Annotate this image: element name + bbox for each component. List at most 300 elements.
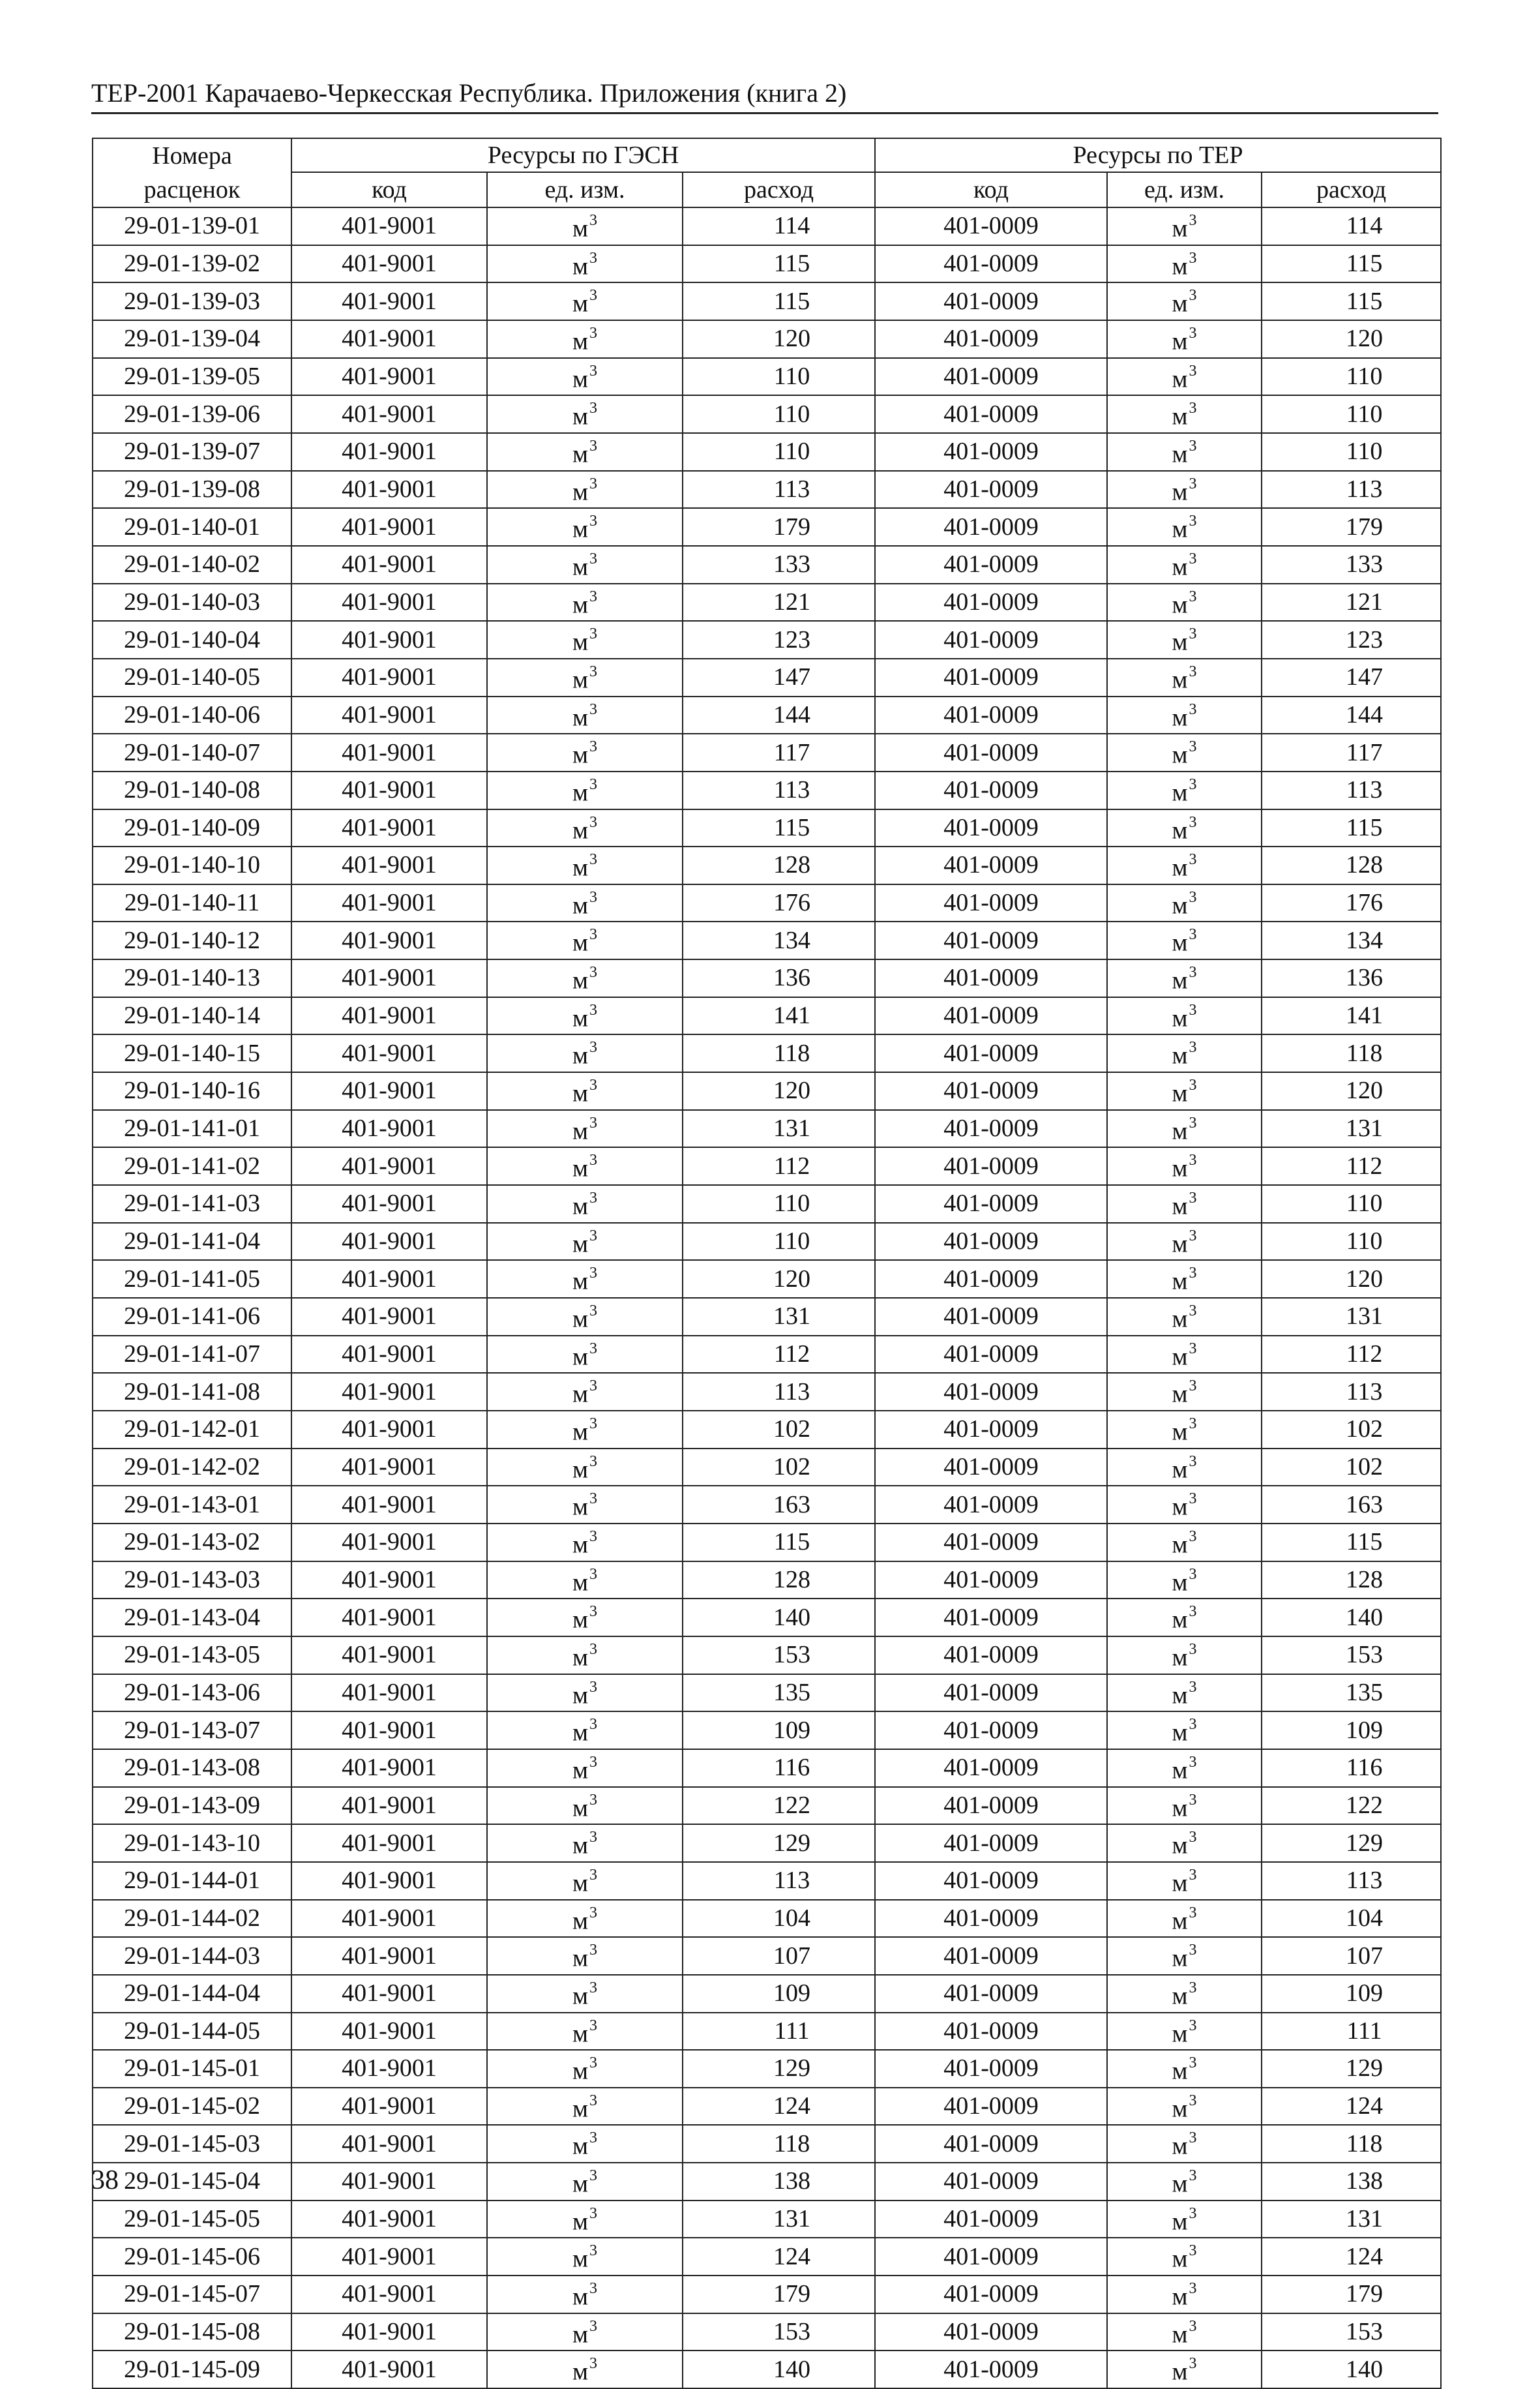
- rate-number-cell: 29-01-141-01: [93, 1110, 291, 1148]
- gesn-unit-cell: [487, 1711, 683, 1749]
- unit-power: 3: [1189, 1603, 1197, 1621]
- unit-base: м: [572, 1456, 589, 1484]
- ter-qty-cell: 117: [1262, 734, 1441, 772]
- unit-power: 3: [1189, 663, 1197, 680]
- ter-unit-cell: [1107, 1449, 1262, 1486]
- ter-code-cell: 401-0009: [875, 1486, 1107, 1524]
- gesn-unit-cell: [487, 282, 683, 320]
- rate-number-cell: 29-01-140-14: [93, 997, 291, 1035]
- table-row: [93, 1298, 1441, 1336]
- gesn-qty-cell: 153: [683, 1636, 875, 1674]
- ter-unit-cell: [1107, 1185, 1262, 1223]
- gesn-qty-cell: 179: [683, 2276, 875, 2313]
- ter-code-cell: 401-0009: [875, 621, 1107, 659]
- unit-power: 3: [589, 2129, 598, 2147]
- ter-code-cell: 401-0009: [875, 1147, 1107, 1185]
- rate-number-cell: 29-01-140-01: [93, 508, 291, 546]
- gesn-qty-cell: 136: [683, 959, 875, 997]
- unit-base: м: [1172, 2170, 1188, 2198]
- rate-number-cell: 29-01-141-05: [93, 1260, 291, 1298]
- ter-unit-cell: [1107, 1072, 1262, 1110]
- gesn-unit-cell: [487, 922, 683, 959]
- ter-code-cell: 401-0009: [875, 2088, 1107, 2126]
- table-row: [93, 734, 1441, 772]
- gesn-code-cell: 401-9001: [291, 1900, 487, 1938]
- gesn-unit-cell: [487, 621, 683, 659]
- unit-base: м: [1172, 1042, 1188, 1070]
- unit-power: 3: [1189, 1001, 1197, 1019]
- ter-code-cell: 401-0009: [875, 2125, 1107, 2163]
- ter-unit-cell: [1107, 847, 1262, 884]
- unit-base: м: [572, 1079, 589, 1107]
- rate-number-cell: 29-01-139-05: [93, 358, 291, 396]
- unit-power: 3: [1189, 324, 1197, 342]
- rate-number-cell: 29-01-142-01: [93, 1411, 291, 1449]
- unit-power: 3: [589, 1527, 598, 1545]
- unit-power: 3: [589, 1340, 598, 1357]
- gesn-code-cell: 401-9001: [291, 922, 487, 959]
- ter-code-cell: 401-0009: [875, 1900, 1107, 1938]
- ter-qty-cell: 116: [1262, 1749, 1441, 1787]
- table-row: [93, 922, 1441, 959]
- unit-base: м: [1172, 402, 1188, 430]
- unit-base: м: [1172, 1418, 1188, 1446]
- unit-base: м: [572, 1644, 589, 1672]
- gesn-unit-cell: [487, 1862, 683, 1900]
- gesn-qty-cell: 135: [683, 1674, 875, 1712]
- ter-unit-cell: [1107, 922, 1262, 959]
- unit-base: м: [1172, 779, 1188, 807]
- rate-number-cell: 29-01-142-02: [93, 1449, 291, 1486]
- rate-number-cell: 29-01-140-06: [93, 697, 291, 734]
- rate-number-cell: 29-01-140-05: [93, 659, 291, 697]
- unit-base: м: [572, 2208, 589, 2236]
- ter-code-cell: 401-0009: [875, 1711, 1107, 1749]
- table-row: [93, 2313, 1441, 2351]
- gesn-code-cell: 401-9001: [291, 621, 487, 659]
- rate-number-cell: 29-01-140-02: [93, 546, 291, 584]
- gesn-code-cell: 401-9001: [291, 546, 487, 584]
- ter-code-cell: 401-0009: [875, 1034, 1107, 1072]
- gesn-code-cell: 401-9001: [291, 1524, 487, 1561]
- unit-base: м: [1172, 1756, 1188, 1784]
- ter-qty-cell: 128: [1262, 1561, 1441, 1599]
- unit-base: м: [572, 1531, 589, 1559]
- ter-qty-cell: 118: [1262, 2125, 1441, 2163]
- unit-power: 3: [589, 2017, 598, 2034]
- unit-power: 3: [589, 1001, 598, 1019]
- unit-power: 3: [1189, 1866, 1197, 1884]
- rate-number-cell: 29-01-140-08: [93, 772, 291, 809]
- ter-unit-cell: [1107, 959, 1262, 997]
- table-row: [93, 1937, 1441, 1975]
- unit-base: м: [572, 779, 589, 807]
- unit-power: 3: [589, 2092, 598, 2109]
- gesn-unit-header: ед. изм.: [487, 172, 683, 207]
- unit-base: м: [572, 1192, 589, 1220]
- unit-power: 3: [1189, 2280, 1197, 2298]
- table-row: [93, 697, 1441, 734]
- gesn-qty-cell: 110: [683, 433, 875, 471]
- table-row: [93, 772, 1441, 809]
- unit-power: 3: [1189, 888, 1197, 906]
- ter-unit-cell: [1107, 508, 1262, 546]
- ter-qty-header: расход: [1262, 172, 1441, 207]
- unit-base: м: [572, 252, 589, 280]
- gesn-unit-cell: [487, 471, 683, 509]
- unit-base: м: [1172, 1644, 1188, 1672]
- gesn-code-cell: 401-9001: [291, 471, 487, 509]
- ter-unit-cell: [1107, 1223, 1262, 1261]
- table-row: [93, 395, 1441, 433]
- ter-qty-cell: 102: [1262, 1449, 1441, 1486]
- gesn-unit-cell: [487, 2313, 683, 2351]
- table-row: [93, 2163, 1441, 2201]
- unit-base: м: [1172, 2358, 1188, 2386]
- gesn-unit-cell: [487, 847, 683, 884]
- unit-base: м: [1172, 967, 1188, 995]
- gesn-qty-cell: 131: [683, 1110, 875, 1148]
- ter-qty-cell: 131: [1262, 1110, 1441, 1148]
- rate-number-cell: 29-01-145-02: [93, 2088, 291, 2126]
- unit-base: м: [1172, 929, 1188, 957]
- gesn-unit-cell: [487, 1072, 683, 1110]
- unit-power: 3: [1189, 249, 1197, 267]
- ter-code-cell: 401-0009: [875, 320, 1107, 358]
- gesn-qty-cell: 109: [683, 1975, 875, 2013]
- ter-unit-cell: [1107, 1336, 1262, 1374]
- ter-unit-cell: [1107, 809, 1262, 847]
- table-head: [93, 138, 1441, 207]
- unit-power: 3: [589, 964, 598, 982]
- unit-base: м: [1172, 2095, 1188, 2123]
- unit-power: 3: [589, 625, 598, 643]
- gesn-code-cell: 401-9001: [291, 809, 487, 847]
- rate-number-cell: 29-01-144-03: [93, 1937, 291, 1975]
- unit-base: м: [572, 440, 589, 468]
- ter-code-cell: 401-0009: [875, 1524, 1107, 1561]
- unit-power: 3: [589, 324, 598, 342]
- ter-qty-cell: 153: [1262, 1636, 1441, 1674]
- unit-power: 3: [589, 1152, 598, 1169]
- unit-base: м: [1172, 1719, 1188, 1747]
- unit-power: 3: [589, 400, 598, 417]
- unit-base: м: [1172, 1907, 1188, 1935]
- unit-base: м: [572, 478, 589, 506]
- gesn-unit-cell: [487, 959, 683, 997]
- ter-qty-cell: 136: [1262, 959, 1441, 997]
- rate-number-cell: 29-01-143-10: [93, 1824, 291, 1862]
- gesn-unit-cell: [487, 395, 683, 433]
- table-row: [93, 1411, 1441, 1449]
- unit-base: м: [572, 1831, 589, 1859]
- gesn-unit-cell: [487, 584, 683, 622]
- rate-number-cell: 29-01-143-01: [93, 1486, 291, 1524]
- unit-base: м: [1172, 1794, 1188, 1822]
- rate-number-cell: 29-01-145-07: [93, 2276, 291, 2313]
- unit-base: м: [572, 553, 589, 581]
- rate-number-cell: 29-01-141-03: [93, 1185, 291, 1223]
- ter-unit-cell: [1107, 884, 1262, 922]
- unit-base: м: [572, 290, 589, 318]
- gesn-qty-cell: 124: [683, 2088, 875, 2126]
- rate-number-cell: 29-01-144-04: [93, 1975, 291, 2013]
- table-row: [93, 1561, 1441, 1599]
- unit-power: 3: [589, 2054, 598, 2072]
- unit-base: м: [1172, 2246, 1188, 2274]
- ter-code-cell: 401-0009: [875, 207, 1107, 245]
- ter-code-cell: 401-0009: [875, 1975, 1107, 2013]
- ter-qty-cell: 124: [1262, 2088, 1441, 2126]
- unit-power: 3: [1189, 588, 1197, 605]
- rate-number-cell: 29-01-143-06: [93, 1674, 291, 1712]
- unit-power: 3: [1189, 437, 1197, 455]
- unit-base: м: [1172, 1456, 1188, 1484]
- gesn-code-header: код: [291, 172, 487, 207]
- gesn-code-cell: 401-9001: [291, 320, 487, 358]
- gesn-qty-cell: 110: [683, 358, 875, 396]
- gesn-qty-cell: 141: [683, 997, 875, 1035]
- rate-number-cell: 29-01-145-05: [93, 2201, 291, 2238]
- ter-code-cell: 401-0009: [875, 1298, 1107, 1336]
- ter-qty-cell: 129: [1262, 2050, 1441, 2088]
- ter-qty-cell: 176: [1262, 884, 1441, 922]
- gesn-unit-cell: [487, 1599, 683, 1636]
- gesn-code-cell: 401-9001: [291, 1787, 487, 1825]
- rate-number-cell: 29-01-139-02: [93, 245, 291, 283]
- unit-power: 3: [1189, 625, 1197, 643]
- gesn-qty-cell: 110: [683, 1185, 875, 1223]
- unit-power: 3: [589, 2280, 598, 2298]
- gesn-code-cell: 401-9001: [291, 1975, 487, 2013]
- unit-power: 3: [589, 738, 598, 756]
- ter-qty-cell: 112: [1262, 1147, 1441, 1185]
- gesn-code-cell: 401-9001: [291, 1486, 487, 1524]
- ter-unit-cell: [1107, 2050, 1262, 2088]
- unit-base: м: [572, 2057, 589, 2085]
- unit-power: 3: [589, 1302, 598, 1320]
- unit-power: 3: [589, 1227, 598, 1244]
- gesn-unit-cell: [487, 1223, 683, 1261]
- ter-code-cell: 401-0009: [875, 1223, 1107, 1261]
- unit-power: 3: [1189, 700, 1197, 718]
- ter-qty-cell: 110: [1262, 1185, 1441, 1223]
- unit-power: 3: [589, 700, 598, 718]
- ter-unit-cell: [1107, 1298, 1262, 1336]
- gesn-code-cell: 401-9001: [291, 584, 487, 622]
- ter-qty-cell: 163: [1262, 1486, 1441, 1524]
- ter-qty-cell: 134: [1262, 922, 1441, 959]
- unit-power: 3: [1189, 1340, 1197, 1357]
- gesn-code-cell: 401-9001: [291, 1937, 487, 1975]
- unit-base: м: [1172, 1381, 1188, 1408]
- ter-qty-cell: 110: [1262, 358, 1441, 396]
- unit-base: м: [572, 2095, 589, 2123]
- gesn-unit-cell: [487, 320, 683, 358]
- unit-base: м: [572, 704, 589, 732]
- rate-number-cell: 29-01-140-10: [93, 847, 291, 884]
- unit-power: 3: [589, 287, 598, 305]
- table-row: [93, 1072, 1441, 1110]
- ter-unit-cell: [1107, 2351, 1262, 2388]
- gesn-unit-cell: [487, 697, 683, 734]
- table-row: [93, 1260, 1441, 1298]
- rate-number-cell: 29-01-141-08: [93, 1373, 291, 1411]
- unit-base: м: [572, 892, 589, 920]
- ter-code-cell: 401-0009: [875, 847, 1107, 884]
- unit-base: м: [1172, 553, 1188, 581]
- ter-unit-cell: [1107, 1147, 1262, 1185]
- gesn-qty-cell: 115: [683, 809, 875, 847]
- gesn-qty-header: расход: [683, 172, 875, 207]
- gesn-qty-cell: 102: [683, 1449, 875, 1486]
- unit-power: 3: [1189, 2129, 1197, 2147]
- unit-power: 3: [589, 1716, 598, 1734]
- unit-power: 3: [589, 1829, 598, 1846]
- ter-unit-cell: [1107, 584, 1262, 622]
- gesn-code-cell: 401-9001: [291, 2276, 487, 2313]
- ter-qty-cell: 140: [1262, 2351, 1441, 2388]
- ter-qty-cell: 110: [1262, 1223, 1441, 1261]
- gesn-code-cell: 401-9001: [291, 245, 487, 283]
- unit-power: 3: [1189, 1527, 1197, 1545]
- gesn-code-cell: 401-9001: [291, 433, 487, 471]
- unit-base: м: [1172, 1869, 1188, 1897]
- unit-base: м: [1172, 1831, 1188, 1859]
- ter-code-cell: 401-0009: [875, 1411, 1107, 1449]
- ter-qty-cell: 115: [1262, 282, 1441, 320]
- ter-code-cell: 401-0009: [875, 809, 1107, 847]
- rate-number-cell: 29-01-139-07: [93, 433, 291, 471]
- gesn-qty-cell: 114: [683, 207, 875, 245]
- unit-base: м: [1172, 1268, 1188, 1296]
- ter-unit-header: ед. изм.: [1107, 172, 1262, 207]
- unit-power: 3: [1189, 2167, 1197, 2185]
- unit-power: 3: [1189, 2242, 1197, 2260]
- ter-qty-cell: 113: [1262, 471, 1441, 509]
- unit-base: м: [572, 1719, 589, 1747]
- ter-qty-cell: 114: [1262, 207, 1441, 245]
- gesn-unit-cell: [487, 2201, 683, 2238]
- rate-number-cell: 29-01-144-05: [93, 2013, 291, 2051]
- unit-power: 3: [1189, 851, 1197, 869]
- table-row: [93, 1110, 1441, 1148]
- ter-code-cell: 401-0009: [875, 2013, 1107, 2051]
- ter-code-cell: 401-0009: [875, 584, 1107, 622]
- ter-unit-cell: [1107, 1824, 1262, 1862]
- unit-base: м: [572, 1230, 589, 1258]
- unit-base: м: [572, 1493, 589, 1521]
- gesn-qty-cell: 112: [683, 1147, 875, 1185]
- unit-power: 3: [589, 1979, 598, 1996]
- rate-number-cell: 29-01-139-04: [93, 320, 291, 358]
- gesn-unit-cell: [487, 1034, 683, 1072]
- gesn-qty-cell: 116: [683, 1749, 875, 1787]
- ter-unit-cell: [1107, 1674, 1262, 1712]
- ter-unit-cell: [1107, 1862, 1262, 1900]
- unit-base: м: [572, 666, 589, 694]
- unit-power: 3: [589, 2242, 598, 2260]
- ter-code-cell: 401-0009: [875, 1110, 1107, 1148]
- unit-base: м: [1172, 2321, 1188, 2349]
- rate-number-cell: 29-01-143-04: [93, 1599, 291, 1636]
- gesn-code-cell: 401-9001: [291, 207, 487, 245]
- unit-power: 3: [1189, 1452, 1197, 1470]
- unit-base: м: [1172, 1493, 1188, 1521]
- ter-code-cell: 401-0009: [875, 471, 1107, 509]
- unit-power: 3: [1189, 1039, 1197, 1057]
- table-row: [93, 471, 1441, 509]
- ter-qty-cell: 111: [1262, 2013, 1441, 2051]
- gesn-unit-cell: [487, 1975, 683, 2013]
- unit-power: 3: [589, 1190, 598, 1207]
- gesn-qty-cell: 179: [683, 508, 875, 546]
- unit-base: м: [572, 2133, 589, 2161]
- resource-table: [92, 138, 1442, 2389]
- unit-power: 3: [589, 1565, 598, 1583]
- gesn-code-cell: 401-9001: [291, 997, 487, 1035]
- table-row: [93, 1599, 1441, 1636]
- unit-power: 3: [1189, 1565, 1197, 1583]
- unit-base: м: [1172, 2283, 1188, 2311]
- unit-base: м: [1172, 1982, 1188, 2010]
- ter-qty-cell: 109: [1262, 1711, 1441, 1749]
- ter-unit-cell: [1107, 358, 1262, 396]
- gesn-unit-cell: [487, 433, 683, 471]
- gesn-unit-cell: [487, 1900, 683, 1938]
- table-row: [93, 1900, 1441, 1938]
- table-row: [93, 1034, 1441, 1072]
- unit-base: м: [572, 1569, 589, 1597]
- ter-code-cell: 401-0009: [875, 959, 1107, 997]
- rate-number-cell: 29-01-139-03: [93, 282, 291, 320]
- gesn-qty-cell: 113: [683, 1373, 875, 1411]
- unit-power: 3: [1189, 1829, 1197, 1846]
- ter-code-cell: 401-0009: [875, 433, 1107, 471]
- unit-power: 3: [589, 1640, 598, 1658]
- gesn-code-cell: 401-9001: [291, 1034, 487, 1072]
- unit-base: м: [572, 1681, 589, 1709]
- ter-code-cell: 401-0009: [875, 2276, 1107, 2313]
- page-number: 38: [91, 2165, 119, 2195]
- gesn-qty-cell: 113: [683, 471, 875, 509]
- unit-base: м: [572, 817, 589, 845]
- ter-qty-cell: 141: [1262, 997, 1441, 1035]
- ter-qty-cell: 115: [1262, 1524, 1441, 1561]
- unit-base: м: [572, 1268, 589, 1296]
- unit-power: 3: [589, 1377, 598, 1395]
- table-row: [93, 433, 1441, 471]
- table-row: [93, 1449, 1441, 1486]
- unit-base: м: [1172, 478, 1188, 506]
- table-row: [93, 1486, 1441, 1524]
- table-row: [93, 1824, 1441, 1862]
- ter-code-cell: 401-0009: [875, 2238, 1107, 2276]
- rate-number-cell: 29-01-145-01: [93, 2050, 291, 2088]
- gesn-code-cell: 401-9001: [291, 734, 487, 772]
- table-row: [93, 1336, 1441, 1374]
- ter-qty-cell: 179: [1262, 508, 1441, 546]
- gesn-unit-cell: [487, 1336, 683, 1374]
- rate-number-cell: 29-01-139-01: [93, 207, 291, 245]
- gesn-qty-cell: 153: [683, 2313, 875, 2351]
- unit-base: м: [572, 2170, 589, 2198]
- rate-number-cell: 29-01-140-09: [93, 809, 291, 847]
- unit-base: м: [1172, 1305, 1188, 1333]
- gesn-code-cell: 401-9001: [291, 508, 487, 546]
- ter-unit-cell: [1107, 320, 1262, 358]
- ter-code-cell: 401-0009: [875, 659, 1107, 697]
